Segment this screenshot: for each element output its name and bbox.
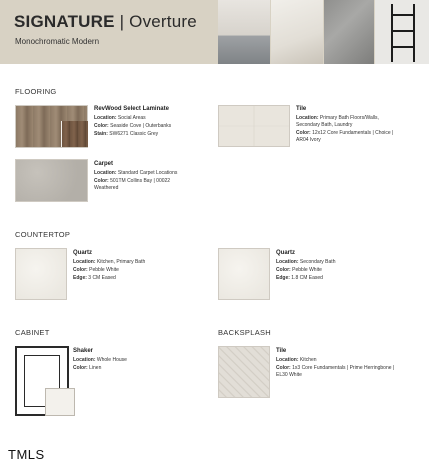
cabinet-location: Location: Whole House (73, 357, 127, 363)
carpet-location: Location: Standard Carpet Locations (94, 170, 178, 176)
cabinet-title: Shaker (73, 348, 94, 354)
quartz-secondary-color: Color: Pebble White (276, 267, 322, 273)
quartz-swatch-secondary (218, 248, 270, 300)
laminate-swatch (15, 105, 88, 148)
quartz-kitchen-color: Color: Pebble White (73, 267, 119, 273)
section-flooring: FLOORING (15, 87, 57, 96)
collection-subtitle: Monochromatic Modern (15, 37, 100, 46)
shelf-post-left (391, 4, 393, 62)
section-countertop: COUNTERTOP (15, 230, 71, 239)
laminate-location: Location: Social Areas (94, 115, 146, 121)
tile-color-cont: AR04 Ivory (296, 137, 321, 143)
shelf-board (393, 46, 413, 48)
bathroom-photo (271, 0, 323, 64)
quartz-kitchen-location: Location: Kitchen, Primary Bath (73, 259, 146, 265)
backsplash-title: Tile (276, 348, 287, 354)
collection-name: Overture (129, 12, 197, 31)
quartz-secondary-edge: Edge: 1.8 CM Eased (276, 275, 323, 281)
tile-location: Location: Primary Bath Floors/Walls, (296, 115, 379, 121)
herringbone-tile-swatch (218, 346, 270, 398)
laminate-stain: Stain: SW6271 Classic Grey (94, 131, 159, 137)
tile-color: Color: 12x12 Core Fundamentals | Choice | (296, 130, 394, 136)
quartz-kitchen-title: Quartz (73, 250, 93, 256)
laminate-stain-inset (61, 121, 88, 147)
backsplash-color-cont: EL30 White (276, 372, 302, 378)
tile-photo (324, 0, 374, 64)
living-room-photo (218, 0, 270, 64)
shelf-photo (375, 0, 429, 64)
backsplash-location: Location: Kitchen (276, 357, 317, 363)
laminate-color: Color: Seaside Cove | Outerbanks (94, 123, 172, 129)
brand-separator: | (119, 12, 125, 31)
tile-swatch (218, 105, 290, 147)
shelf-board (393, 14, 413, 16)
header-banner (0, 0, 429, 64)
quartz-kitchen-edge: Edge: 3 CM Eased (73, 275, 116, 281)
laminate-title: RevWood Select Laminate (94, 106, 169, 112)
brand-title (14, 12, 197, 32)
carpet-swatch (15, 159, 88, 202)
quartz-secondary-title: Quartz (276, 250, 296, 256)
carpet-color-cont: Weathered (94, 185, 119, 191)
tile-location-cont: Secondary Bath, Laundry (296, 122, 353, 128)
tile-title: Tile (296, 106, 307, 112)
quartz-swatch-kitchen (15, 248, 67, 300)
brand-name: SIGNATURE (14, 12, 115, 31)
carpet-color: Color: 501TM Collins Bay | 00022 (94, 178, 171, 184)
section-cabinet: CABINET (15, 328, 50, 337)
linen-color-chip (45, 388, 75, 416)
carpet-title: Carpet (94, 161, 114, 167)
shaker-cabinet-drawing (15, 346, 69, 416)
cabinet-color: Color: Linen (73, 365, 102, 371)
tmls-watermark: TMLS (8, 447, 45, 462)
section-backsplash: BACKSPLASH (218, 328, 272, 337)
shelf-post-right (413, 4, 415, 62)
header-photo-strip (218, 0, 429, 64)
shelf-board (393, 30, 413, 32)
quartz-secondary-location: Location: Secondary Bath (276, 259, 336, 265)
backsplash-color: Color: 1x3 Core Fundamentals | Prime Herringbone | (276, 365, 395, 371)
